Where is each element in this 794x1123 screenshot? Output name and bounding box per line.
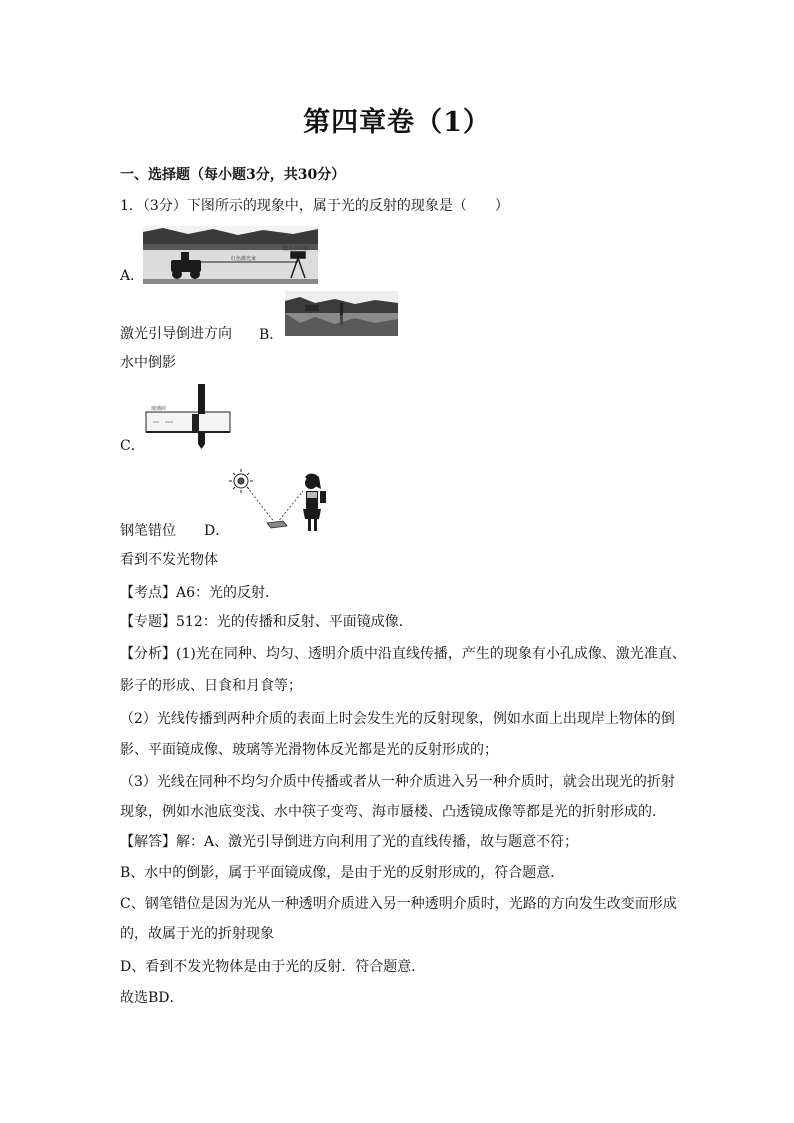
section-heading: 一、选择题（每小题3分，共30分） [120, 167, 346, 183]
option-a-beam-label: 红色激光束 [231, 256, 257, 262]
zhuanti-line: 【专题】512：光的传播和反射、平面镜成像． [120, 614, 413, 630]
option-a-device-label: 激光指示器 [283, 246, 309, 252]
option-d-caption: 看到不发光物体 [120, 552, 218, 568]
jieda-line: B、水中的倒影，属于平面镜成像，是由于光的反射形成的，符合题意． [120, 865, 565, 881]
jieda-line: D、看到不发光物体是由于光的反射．符合题意． [120, 959, 426, 975]
jieda-line: C、钢笔错位是因为光从一种透明介质进入另一种透明介质时，光路的方向发生改变而形成 [120, 896, 677, 912]
fenxi-line: 影子的形成、日食和月食等； [120, 678, 302, 694]
kaodian-line: 【考点】A6：光的反射． [120, 585, 280, 601]
fenxi-line: （2）光线传播到两种介质的表面上时会发生光的反射现象，例如水面上出现岸上物体的倒 [120, 711, 675, 727]
fenxi-line: 现象，例如水池底变浅、水中筷子变弯、海市蜃楼、凸透镜成像等都是光的折射形成的． [120, 804, 666, 820]
question-stem: 1．（3分）下图所示的现象中，属于光的反射的现象是（ ） [120, 198, 509, 214]
option-c-image [143, 382, 233, 450]
option-c-letter: C． [120, 438, 145, 454]
option-b-image [285, 291, 398, 336]
fenxi-line: 影、平面镜成像、玻璃等光滑物体反光都是光的反射形成的； [120, 742, 498, 758]
option-d-letter: D． [204, 523, 230, 539]
option-b-letter: B． [259, 327, 284, 343]
option-a-image [143, 226, 318, 284]
option-d-image [227, 467, 335, 535]
jieda-line: 【解答】解：A、激光引导倒进方向利用了光的直线传播，故与题意不符； [120, 834, 579, 850]
option-c-caption: 钢笔错位 [120, 523, 176, 539]
jieda-line: 的，故属于光的折射现象 [120, 926, 274, 942]
option-a-letter: A． [120, 268, 145, 284]
option-c-brick-label: 玻璃砖 [151, 406, 167, 412]
page-title: 第四章卷（1） [303, 107, 491, 138]
fenxi-line: （3）光线在同种不均匀介质中传播或者从一种介质进入另一种介质时，就会出现光的折射 [120, 774, 675, 790]
fenxi-line: 【分析】(1)光在同种、均匀、透明介质中沿直线传播，产生的现象有小孔成像、激光准直、 [120, 646, 686, 662]
jieda-line: 故选BD． [120, 990, 184, 1006]
option-b-caption: 水中倒影 [120, 355, 176, 371]
option-a-caption: 激光引导倒进方向 [120, 326, 232, 342]
